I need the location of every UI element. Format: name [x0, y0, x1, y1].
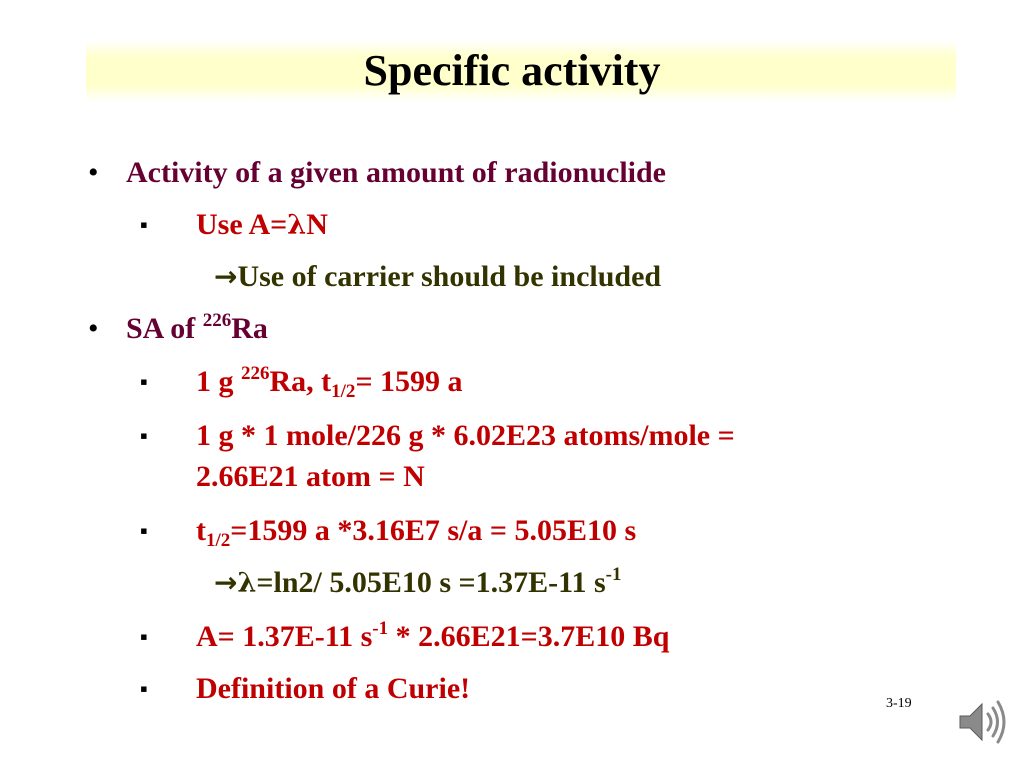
text-part: 1 g — [196, 365, 241, 398]
sub-bullet-marker: ▪ — [140, 518, 148, 543]
mass-number: 226 — [202, 310, 232, 331]
slide-title: Specific activity — [363, 46, 661, 95]
text-part: * 2.66E21=3.7E10 Bq — [388, 620, 670, 653]
arrow-icon: → — [214, 566, 238, 599]
sub-bullet-marker: ▪ — [140, 423, 148, 448]
bullet-use-formula — [196, 207, 328, 244]
bullet-activity-result — [196, 619, 669, 655]
bullet-activity: Activity of a given amount of radionuclide — [126, 156, 666, 189]
speaker-icon[interactable] — [954, 694, 1010, 750]
arrow-carrier-note — [214, 259, 661, 295]
carrier-note-text: Use of carrier should be included — [237, 260, 662, 293]
lambda-symbol: λ — [287, 210, 307, 241]
mass-number: 226 — [241, 363, 270, 384]
bullet-atoms-line1: 1 g * 1 mole/226 g * 6.02E23 atoms/mole = — [196, 419, 735, 452]
sub-bullet-marker: ▪ — [140, 624, 148, 649]
text-part: t — [196, 514, 206, 547]
sub-bullet-marker: ▪ — [140, 369, 148, 394]
text-part: A= 1.37E-11 s — [196, 620, 373, 653]
exponent: -1 — [605, 564, 622, 585]
half-subscript: 1/2 — [206, 530, 231, 551]
sa-prefix: SA of — [126, 312, 203, 345]
arrow-lambda-calc — [214, 565, 621, 602]
exponent: -1 — [372, 618, 389, 639]
text-part: Ra, t — [269, 365, 332, 398]
sub-bullet-marker: ▪ — [140, 676, 148, 701]
text-part: =ln2/ 5.05E10 s =1.37E-11 s — [256, 566, 606, 599]
text-part: =1599 a *3.16E7 s/a = 5.05E10 s — [230, 514, 637, 547]
sub-bullet-marker: ▪ — [140, 212, 148, 237]
bullet-curie: Definition of a Curie! — [196, 672, 471, 705]
bullet-marker: • — [88, 312, 99, 345]
formula-suffix: N — [306, 208, 328, 241]
bullet-half-life — [196, 364, 463, 400]
element-symbol: Ra — [231, 312, 268, 345]
bullet-sa-ra — [126, 311, 268, 347]
arrow-icon: → — [214, 260, 238, 293]
bullet-atoms-line2: 2.66E21 atom = N — [196, 460, 425, 493]
lambda-symbol: λ — [237, 568, 257, 599]
bullet-seconds — [196, 513, 636, 549]
formula-prefix: Use A= — [196, 208, 288, 241]
slide-number: 3-19 — [886, 696, 912, 711]
bullet-marker: • — [88, 156, 99, 189]
half-subscript: 1/2 — [331, 381, 356, 402]
text-part: = 1599 a — [355, 365, 463, 398]
